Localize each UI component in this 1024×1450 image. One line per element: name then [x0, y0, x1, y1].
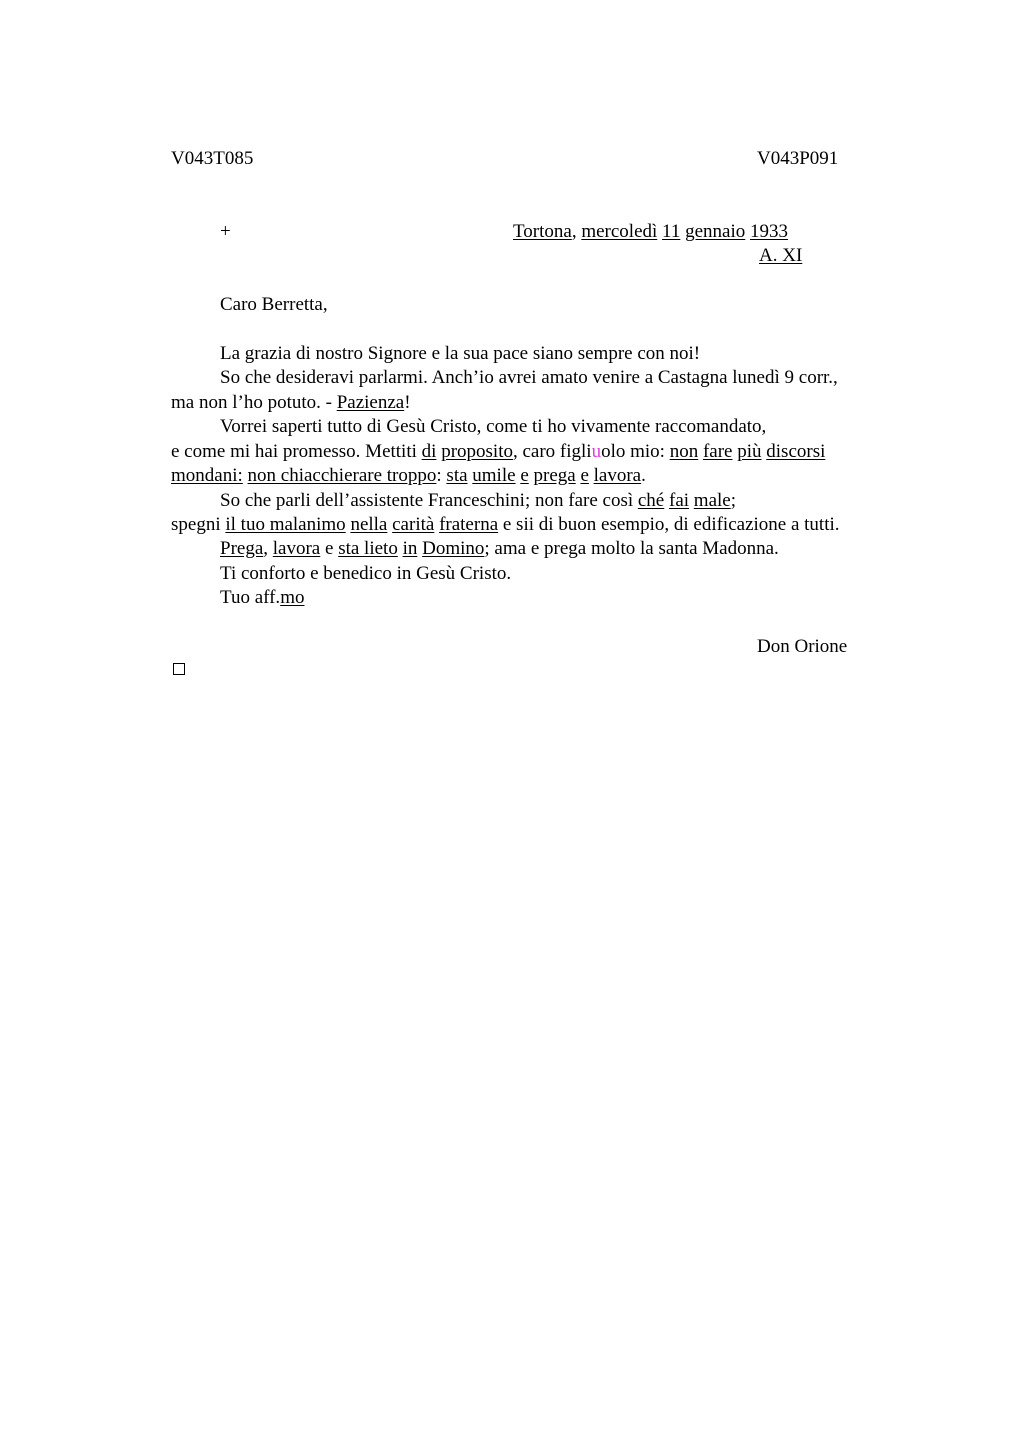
- body-line-9: Prega, lavora e sta lieto in Domino; ama e prega molto la santa Madonna.: [220, 538, 779, 559]
- body-line-2: So che desideravi parlarmi. Anch’io avrei amato venire a Castagna lunedì 9 corr.,: [220, 367, 838, 388]
- body-line-5: e come mi hai promesso. Mettiti di proposito, caro figliuolo mio: non fare più discorsi: [171, 441, 826, 462]
- body-line-11: Tuo aff.mo: [220, 587, 305, 608]
- document-code-right: V043P091: [757, 148, 839, 169]
- dateline-era: A. XI: [759, 245, 803, 266]
- dateline: Tortona, mercoledì 11 gennaio 1933: [513, 221, 788, 242]
- document-code-left: V043T085: [171, 148, 254, 169]
- body-line-4: Vorrei saperti tutto di Gesù Cristo, come ti ho vivamente raccomandato,: [220, 416, 767, 437]
- signature: Don Orione: [757, 636, 848, 657]
- body-line-1: La grazia di nostro Signore e la sua pace siano sempre con noi!: [220, 343, 701, 364]
- checkbox-square-icon: [173, 663, 185, 675]
- body-line-10: Ti conforto e benedico in Gesù Cristo.: [220, 563, 512, 584]
- salutation: Caro Berretta,: [220, 294, 328, 315]
- body-line-6: mondani: non chiacchierare troppo: sta umile e prega e lavora.: [171, 465, 646, 486]
- body-line-3: ma non l’ho potuto. - Pazienza!: [171, 392, 411, 413]
- cross-mark: +: [220, 221, 231, 242]
- body-line-8: spegni il tuo malanimo nella carità fraterna e sii di buon esempio, di edificazione a tutti.: [171, 514, 840, 535]
- body-line-7: So che parli dell’assistente Franceschini; non fare così ché fai male;: [220, 490, 737, 511]
